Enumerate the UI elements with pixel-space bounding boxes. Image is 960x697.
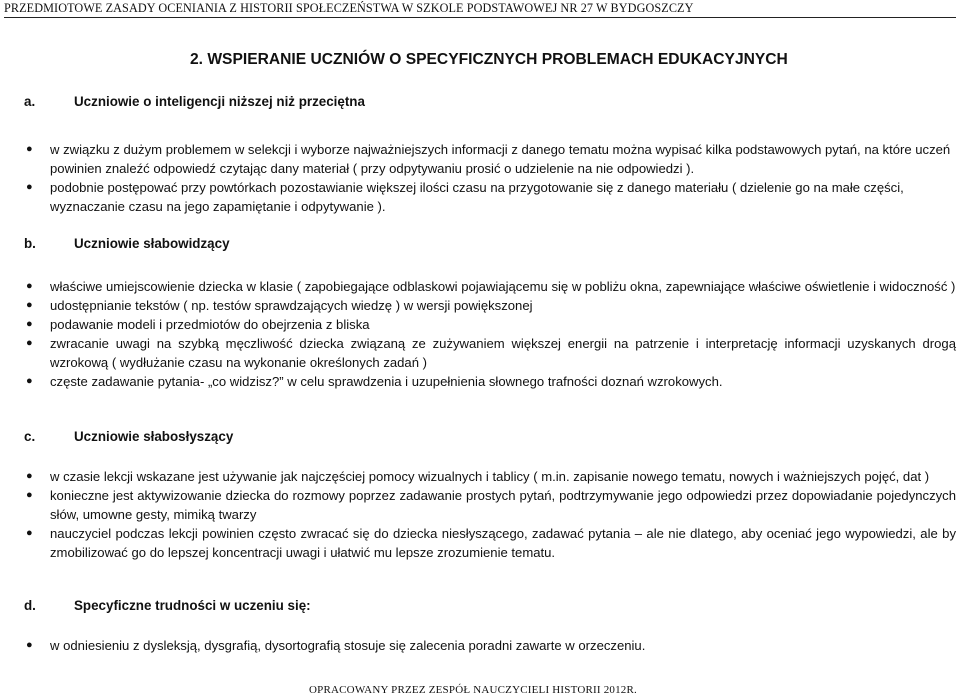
list-item (26, 486, 956, 524)
section-letter: c. (24, 429, 36, 444)
section-b-list (26, 277, 956, 391)
bullet-icon: ● (26, 470, 33, 482)
list-item (26, 524, 956, 562)
section-letter: a. (24, 94, 36, 109)
list-item (26, 315, 956, 334)
bullet-icon: ● (26, 299, 33, 311)
bullet-icon: ● (26, 527, 33, 539)
page-header: PRZEDMIOTOWE ZASADY OCENIANIA Z HISTORII SPOŁECZEŃSTWA W SZKOLE PODSTAWOWEJ NR 27 W BYDGOSZCZY (4, 1, 956, 18)
bullet-icon: ● (26, 337, 33, 349)
section-heading-b (24, 236, 230, 251)
list-item (26, 178, 956, 216)
section-heading-d (24, 598, 311, 613)
list-item (26, 140, 956, 178)
bullet-icon: ● (26, 489, 33, 501)
bullet-icon: ● (26, 181, 33, 193)
bullet-icon: ● (26, 639, 33, 651)
bullet-icon: ● (26, 375, 33, 387)
document-title: 2. WSPIERANIE UCZNIÓW O SPECYFICZNYCH PROBLEMACH EDUKACYJNYCH (190, 51, 788, 68)
bullet-icon: ● (26, 280, 33, 292)
list-item-text: nauczyciel podczas lekcji powinien często zwracać się do dziecka niesłyszącego, zadawać pytania – ale nie dlatego, aby oceniać jego wypowiedzi, ale by zmobilizować go do lepszej koncentracji uwagi i ułatwić mu lepsze zrozumienie tematu. (50, 526, 956, 560)
section-letter: b. (24, 236, 36, 251)
bullet-icon: ● (26, 318, 33, 330)
list-item (26, 296, 956, 315)
list-item-text: w czasie lekcji wskazane jest używanie jak najczęściej pomocy wizualnych i tablicy ( m.in. zapisanie nowego tematu, nowych i ważniejszych pojęć, dat ) (50, 469, 930, 484)
list-item (26, 277, 956, 296)
section-letter: d. (24, 598, 36, 613)
section-a-list (26, 140, 956, 216)
list-item-text: podobnie postępować przy powtórkach pozostawianie większej ilości czasu na przygotowanie się z danego materiału ( dzielenie go na małe części, wyznaczanie czasu na jego zapamiętanie i odpytywanie ). (50, 180, 904, 214)
page-footer: OPRACOWANY PRZEZ ZESPÓŁ NAUCZYCIELI HISTORII 2012R. (309, 684, 637, 696)
list-item-text: w odniesieniu z dysleksją, dysgrafią, dysortografią stosuje się zalecenia poradni zawarte w orzeczeniu. (50, 638, 646, 653)
list-item (26, 636, 956, 655)
list-item (26, 467, 956, 486)
section-title: Uczniowie słabowidzący (74, 236, 230, 251)
section-d-list (26, 636, 956, 655)
list-item-text: zwracanie uwagi na szybką męczliwość dziecka związaną ze zużywaniem większej energii na patrzenie i interpretację informacji uzyskanych drogą wzrokową ( wydłużanie czasu na wykonanie określonych zadań ) (50, 336, 956, 370)
list-item-text: częste zadawanie pytania- „co widzisz?” w celu sprawdzenia i uzupełnienia słownego trafności doznań wzrokowych. (50, 374, 723, 389)
section-heading-c (24, 429, 233, 444)
list-item-text: konieczne jest aktywizowanie dziecka do rozmowy poprzez zadawanie prostych pytań, podtrzymywanie jego odpowiedzi przez dopowiadanie pojedynczych słów, umowne gesty, mimiką twarzy (50, 488, 956, 522)
list-item (26, 372, 956, 391)
list-item (26, 334, 956, 372)
list-item-text: w związku z dużym problemem w selekcji i wyborze najważniejszych informacji z danego tematu można wypisać kilka podstawowych pytań, na które uczeń powinien znaleźć odpowiedź czytając dany materiał ( przy odpytywaniu prosić o udzielenie na nie odpowiedzi ). (50, 142, 951, 176)
list-item-text: udostępnianie tekstów ( np. testów sprawdzających wiedzę ) w wersji powiększonej (50, 298, 533, 313)
list-item-text: podawanie modeli i przedmiotów do obejrzenia z bliska (50, 317, 370, 332)
section-title: Uczniowie o inteligencji niższej niż przeciętna (74, 94, 365, 109)
section-c-list (26, 467, 956, 562)
bullet-icon: ● (26, 143, 33, 155)
section-title: Specyficzne trudności w uczeniu się: (74, 598, 311, 613)
list-item-text: właściwe umiejscowienie dziecka w klasie ( zapobiegające odblaskowi pojawiającemu się w pobliżu okna, zapewniające właściwe oświetlenie i widoczność ) (50, 279, 956, 294)
section-title: Uczniowie słabosłyszący (74, 429, 234, 444)
section-heading-a (24, 94, 365, 109)
